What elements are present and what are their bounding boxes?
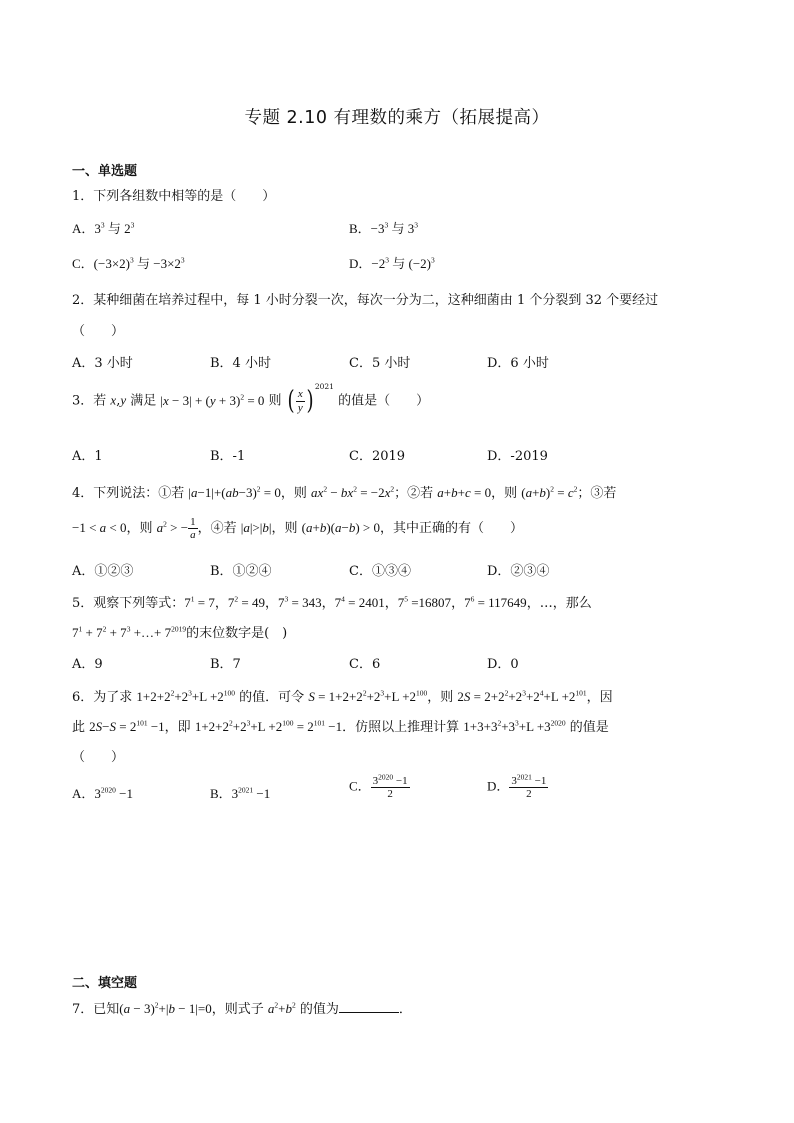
question-1-option-c: C．$(-3\times 2)^3$ 与 $-3\times 2^3$ <box>72 255 185 271</box>
question-1-option-d: D．$-2^3$ 与 $(-2)^3$ <box>349 255 435 271</box>
question-6-line-2: 此 $2S-S = 2^{101} -1$，即 $1+2+2^2+2^3+L +2^{100} = 2^{101} -1$．仿照以上推理计算 $1+3+3^2+3^3+L +3^{2020}$ 的值是 <box>72 718 609 735</box>
answer-blank[interactable] <box>339 1001 399 1013</box>
question-6-line-1: 6．为了求 $1+2+2^2+2^3+L +2^{100}$ 的值．可令 $S = 1+2+2^2+2^3+L +2^{100}$，则 $2S = 2+2^2+2^3+2^4+L +2^{101}$，因 <box>72 688 613 705</box>
question-5-option-d: D．0 <box>487 657 519 672</box>
question-5-option-c: C．6 <box>349 657 381 672</box>
question-3-stem: 3．若 x,y 满足 $|x - 3| + (y + 3)^2 = 0$ 则 ( $\frac{x}{y}$ ) $^{2021}$ 的值是（ ） <box>72 382 430 416</box>
question-2-stem-paren: （ ） <box>72 324 125 339</box>
question-2-option-d: D．6 小时 <box>487 356 549 371</box>
question-5-option-b: B．7 <box>210 657 241 672</box>
question-4-option-c: C．①③④ <box>349 564 411 579</box>
question-5-option-a: A．9 <box>72 657 103 672</box>
question-3-option-d: D．-2019 <box>487 449 548 464</box>
question-4-option-d: D．②③④ <box>487 564 550 579</box>
question-2-option-a: A．3 小时 <box>72 356 133 371</box>
question-1-option-a: A．$3^3$ 与 $2^3$ <box>72 220 135 236</box>
question-6-option-d: D． $\frac{3^{2021} -1}{2}$ <box>487 772 547 801</box>
question-7-stem: 7．已知$(a - 3)^2+|b - 1|=0$，则式子 $a^2+b^2$ 的值为 ． <box>72 1000 412 1017</box>
question-4-option-b: B．①②④ <box>210 564 272 579</box>
question-6-option-c: C． $\frac{3^{2020} -1}{2}$ <box>349 772 408 801</box>
question-3-option-b: B．-1 <box>210 449 246 464</box>
question-5-line-2: $7^1 + 7^2 + 7^3$ +…+ $7^{2019}$的末位数字是( ) <box>72 624 288 641</box>
question-3-option-a: A．1 <box>72 449 103 464</box>
question-6-option-a: A．$3^{2020} -1$ <box>72 785 133 801</box>
question-4-option-a: A．①②③ <box>72 564 134 579</box>
page-title: 专题 2.10 有理数的乘方（拓展提高） <box>244 108 550 128</box>
question-6-line-3: （ ） <box>72 750 125 765</box>
question-2-stem: 2．某种细菌在培养过程中，每 1 小时分裂一次，每次一分为二，这种细菌由 1 个分裂到 32 个要经过 <box>72 293 659 308</box>
question-2-option-c: C．5 小时 <box>349 356 411 371</box>
question-1-option-b: B．$-3^3$ 与 $3^3$ <box>349 220 419 236</box>
section-heading-single-choice: 一、单选题 <box>72 164 138 179</box>
question-1-stem: 1．下列各组数中相等的是（ ） <box>72 189 276 204</box>
question-6-option-b: B．$3^{2021} -1$ <box>210 785 271 801</box>
question-5-line-1: 5．观察下列等式：$7^1 = 7$，$7^2 = 49$，$7^3 = 343$，$7^4 = 2401$，$7^5 =16807$，$7^6 = 117649$，…，那么 <box>72 594 592 611</box>
section-heading-fill-in: 二、填空题 <box>72 976 138 991</box>
question-4-line-2: −1 < a < 0，则 $a^2$ > − $\frac{1}{a}$ ，④若 |a|>|b|，则 (a+b)(a−b) > 0，其中正确的有（ ） <box>72 516 524 542</box>
question-3-option-c: C．2019 <box>349 449 406 464</box>
question-2-option-b: B．4 小时 <box>210 356 271 371</box>
question-4-line-1: 4．下列说法：①若 $|a-1|+(ab-3)^2 = 0$，则 $ax^2 - bx^2 = -2x^2$；②若 a+b+c = 0，则 $(a+b)^2 = c^2$；③若 <box>72 484 617 501</box>
